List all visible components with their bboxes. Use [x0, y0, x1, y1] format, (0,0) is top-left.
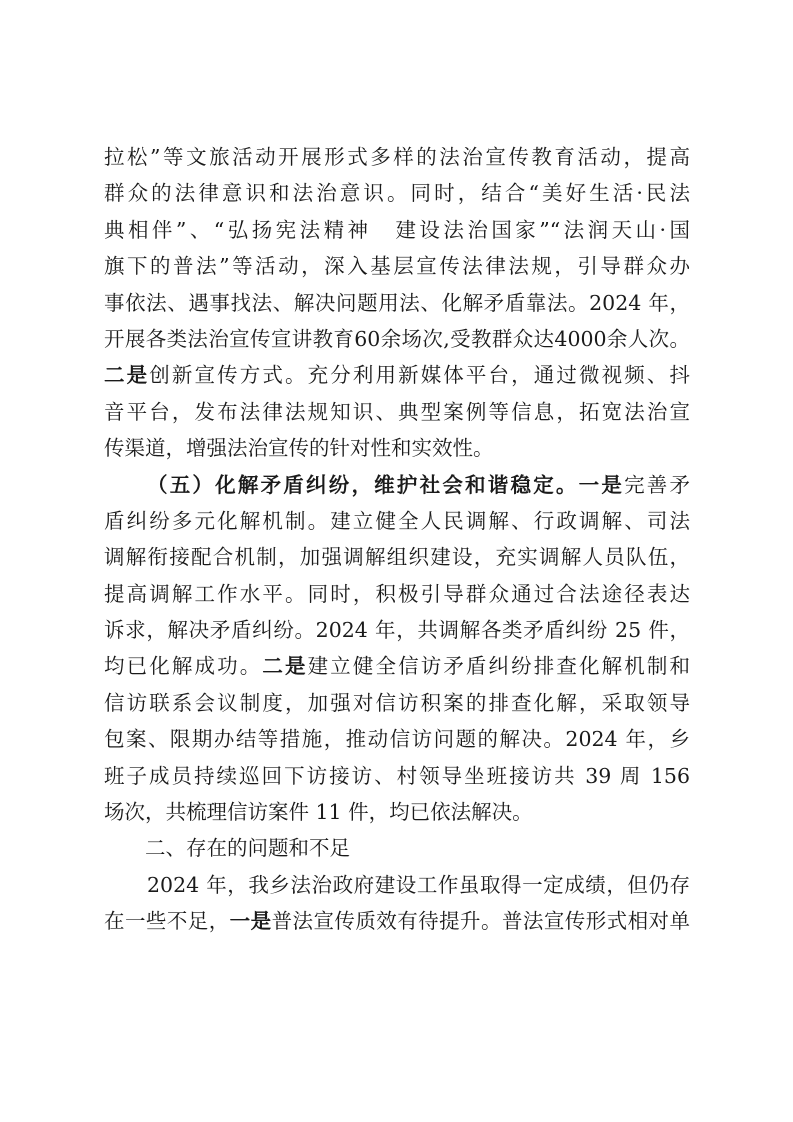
text-line — [104, 175, 690, 211]
text-segment: 旗下的普法”等活动，深入基层宣传法律法规，引导群众办 — [104, 254, 690, 279]
text-line — [104, 285, 690, 321]
text-segment: 包案、限期办结等措施，推动信访问题的解决。2024 年，乡 — [104, 727, 690, 752]
text-line — [104, 503, 690, 539]
text-segment: 开展各类法治宣传宣讲教育60余场次,受教群众达4000余人次。 — [104, 326, 690, 351]
text-segment: 2024 年，我乡法治政府建设工作虽取得一定成绩，但仍存 — [147, 872, 690, 897]
text-line — [104, 139, 690, 175]
bold-text-segment: 二是 — [262, 654, 308, 679]
text-line — [104, 576, 690, 612]
text-line — [104, 758, 690, 794]
text-line — [104, 467, 690, 503]
text-line — [104, 212, 690, 248]
text-line — [104, 648, 690, 684]
text-line — [104, 685, 690, 721]
bold-text-segment: 一是 — [229, 909, 272, 934]
text-line — [104, 612, 690, 648]
text-segment: 班子成员持续巡回下访接访、村领导坐班接访共 39 周 156 — [104, 763, 690, 788]
text-segment: 完善矛 — [624, 472, 691, 497]
bold-text-segment: （五）化解矛盾纠纷，维护社会和谐稳定。一是 — [147, 472, 625, 497]
text-segment: 提高调解工作水平。同时，积极引导群众通过合法途径表达 — [104, 581, 690, 606]
text-segment: 传渠道，增强法治宣传的针对性和实效性。 — [104, 436, 494, 461]
text-line — [104, 357, 690, 393]
section-heading — [104, 830, 690, 866]
bold-text-segment: 二是 — [104, 363, 150, 388]
text-segment: 普法宣传质效有待提升。普法宣传形式相对单 — [271, 909, 691, 934]
text-line — [104, 903, 690, 939]
text-segment: 诉求，解决矛盾纠纷。2024 年，共调解各类矛盾纠纷 25 件， — [104, 618, 690, 643]
text-segment: 场次，共梳理信访案件 11 件，均已依法解决。 — [104, 800, 533, 825]
text-segment: 音平台，发布法律法规知识、典型案例等信息，拓宽法治宣 — [104, 399, 690, 424]
text-line — [104, 248, 690, 284]
text-segment: 信访联系会议制度，加强对信访积案的排查化解，采取领导 — [104, 690, 690, 715]
text-line — [104, 721, 690, 757]
text-segment: 建立健全信访矛盾纠纷排查化解机制和 — [307, 654, 691, 679]
text-segment: 典相伴”、“弘扬宪法精神 建设法治国家”“法润天山·国 — [104, 217, 690, 242]
document-body-text — [104, 139, 690, 940]
text-segment: 事依法、遇事找法、解决问题用法、化解矛盾靠法。2024 年， — [104, 290, 690, 315]
text-line — [104, 394, 690, 430]
text-segment: 二、存在的问题和不足 — [145, 836, 350, 861]
text-segment: 盾纠纷多元化解机制。建立健全人民调解、行政调解、司法 — [104, 508, 690, 533]
text-segment: 均已化解成功。 — [104, 654, 263, 679]
text-line — [104, 321, 690, 357]
text-segment: 拉松”等文旅活动开展形式多样的法治宣传教育活动，提高 — [104, 145, 690, 169]
text-segment: 群众的法律意识和法治意识。同时，结合“美好生活·民法 — [104, 181, 690, 206]
text-segment: 调解衔接配合机制，加强调解组织建设，充实调解人员队伍， — [104, 545, 690, 570]
text-segment: 创新宣传方式。充分利用新媒体平台，通过微视频、抖 — [149, 363, 691, 388]
text-line — [104, 539, 690, 575]
text-segment: 在一些不足， — [104, 909, 230, 934]
text-line — [104, 794, 690, 830]
text-line — [104, 867, 690, 903]
text-line — [104, 430, 690, 466]
